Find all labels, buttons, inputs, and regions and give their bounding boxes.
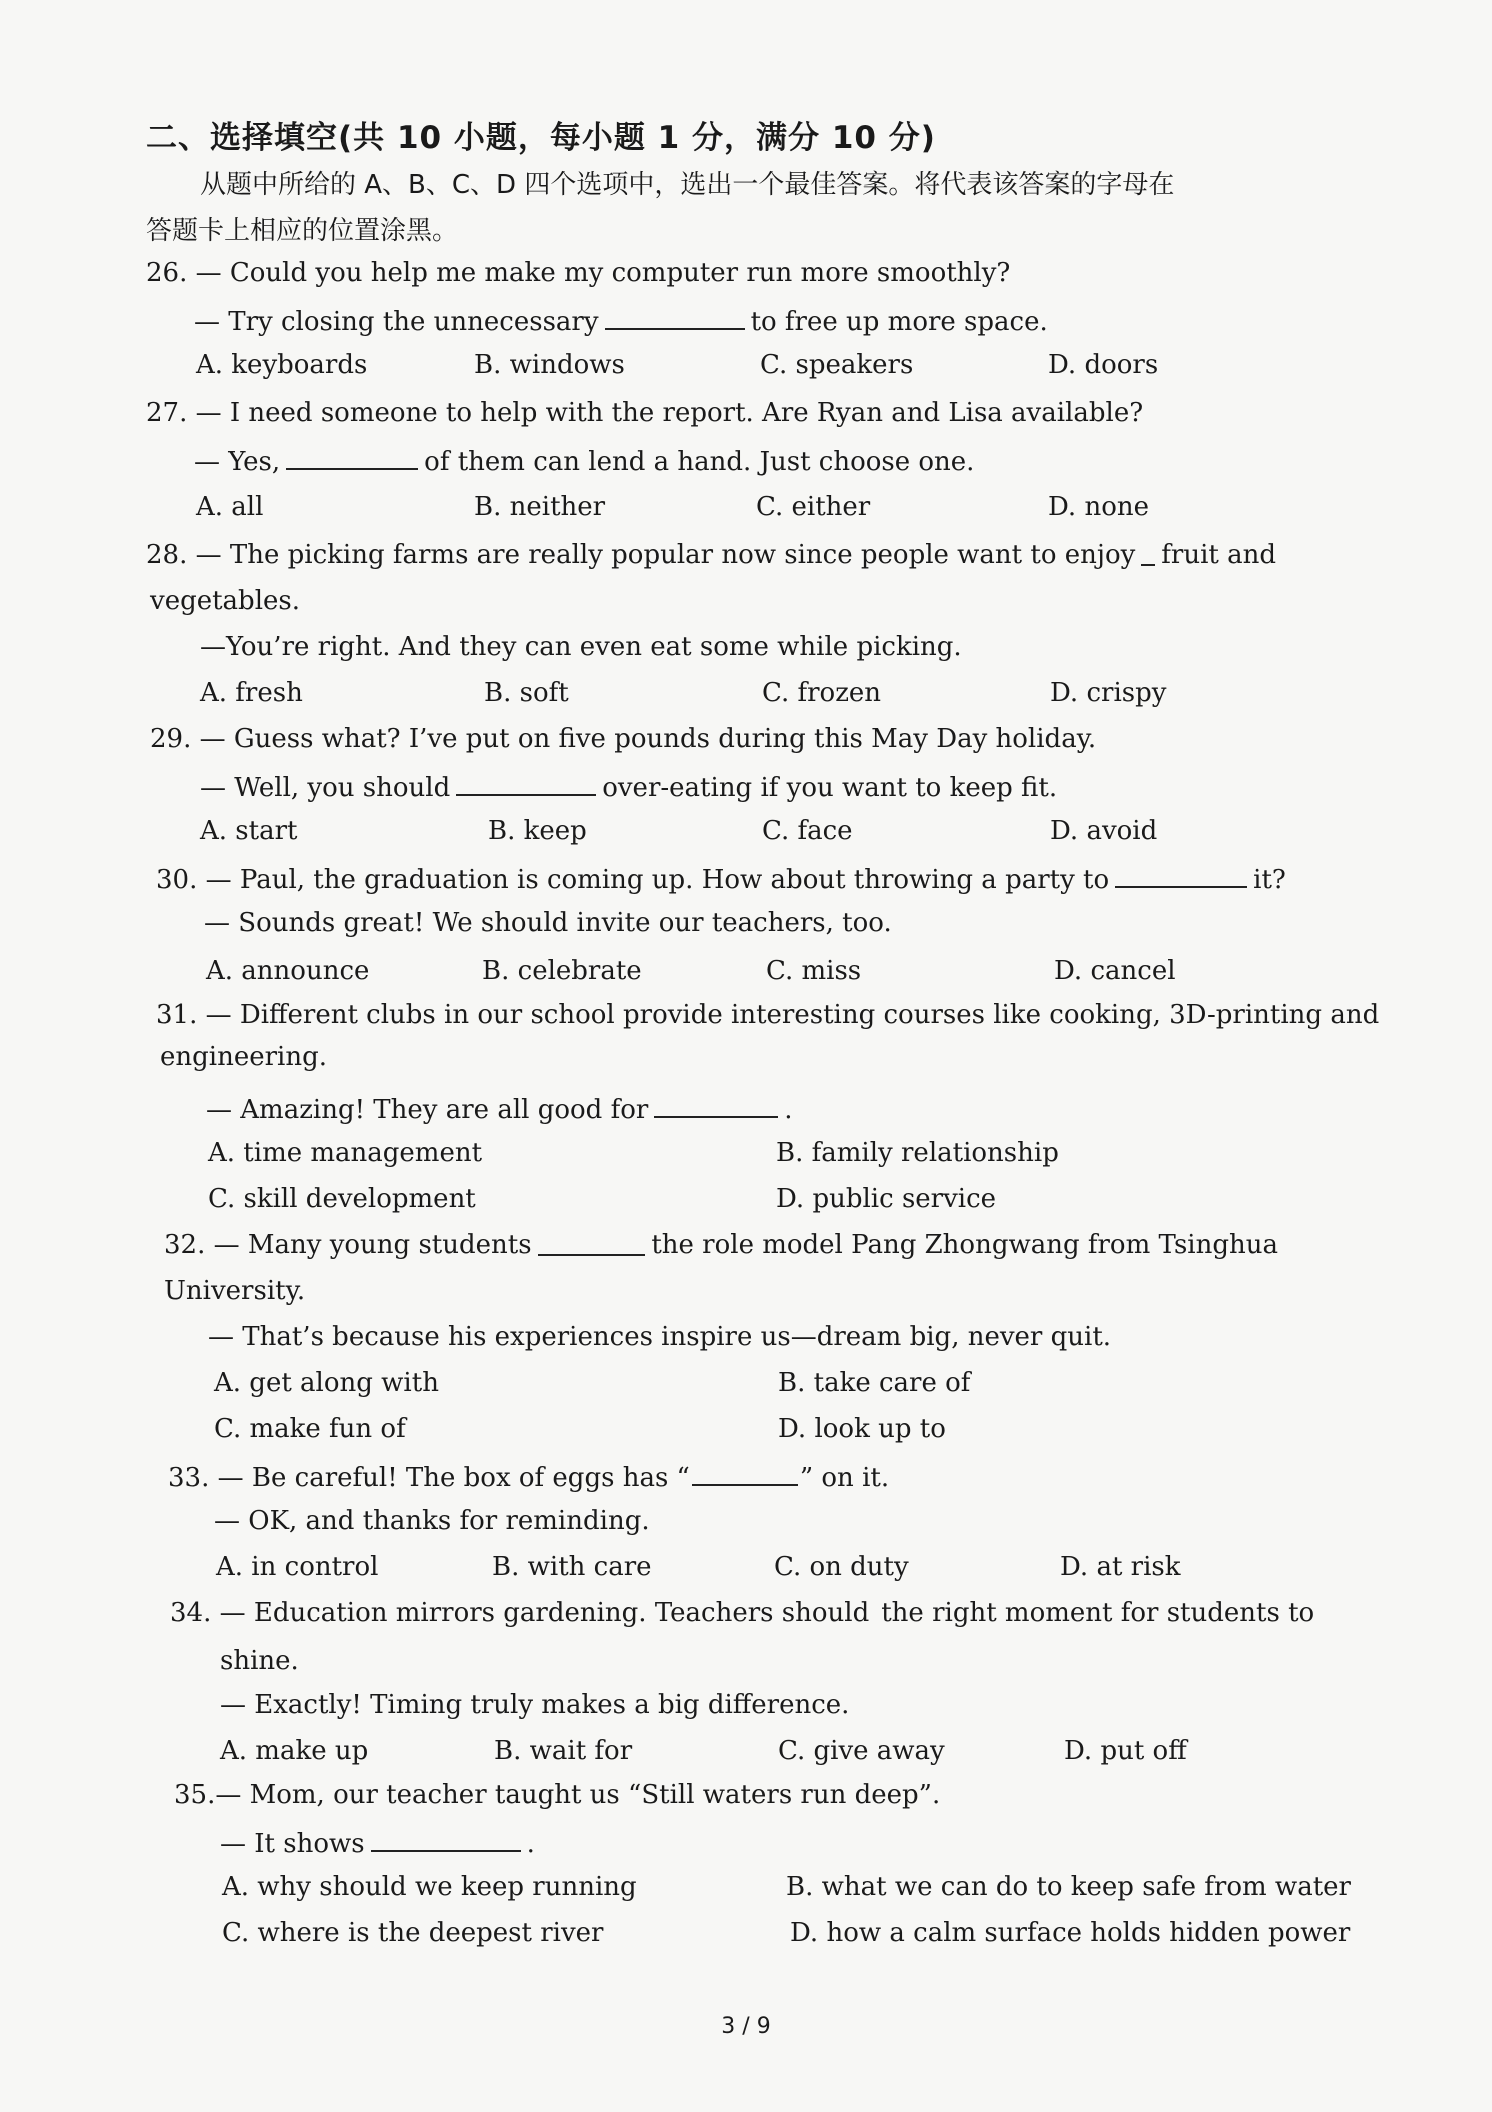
option-b: B. keep: [488, 816, 587, 846]
answer-line: — OK, and thanks for reminding.: [214, 1506, 650, 1536]
option-a: A. keyboards: [196, 350, 368, 380]
question-stem: 31. — Different clubs in our school provide interesting courses like cooking, 3D-printing and: [156, 1000, 1380, 1030]
option-c: C. where is the deepest river: [222, 1918, 604, 1948]
answer-line: [220, 1826, 535, 1859]
option-d: D. doors: [1048, 350, 1159, 380]
answer-blank: [692, 1460, 798, 1486]
answer-text: — Amazing! They are all good for: [206, 1095, 649, 1125]
answer-line: —You’re right. And they can even eat some while picking.: [200, 632, 962, 662]
answer-text: .: [526, 1829, 535, 1859]
answer-blank: [371, 1826, 521, 1852]
answer-text: — Try closing the unnecessary: [194, 307, 599, 337]
instruction-line-2: 答题卡上相应的位置涂黑。: [146, 216, 459, 246]
option-a: A. get along with: [214, 1368, 439, 1398]
question-stem: 35.— Mom, our teacher taught us “Still waters run deep”.: [174, 1780, 941, 1810]
stem-continuation: engineering.: [160, 1042, 328, 1072]
stem-text: 28. — The picking farms are really popular now since people want to enjoy: [146, 540, 1136, 570]
stem-text: 30. — Paul, the graduation is coming up. How about throwing a party to: [156, 865, 1110, 895]
question-stem: 26. — Could you help me make my computer run more smoothly?: [146, 258, 1011, 288]
option-c: C. make fun of: [214, 1414, 406, 1444]
answer-blank: [654, 1092, 778, 1118]
answer-text: of them can lend a hand. Just choose one.: [424, 447, 975, 477]
answer-line: [194, 304, 1048, 337]
option-c: C. miss: [766, 956, 862, 986]
answer-blank: [538, 1230, 646, 1256]
option-b: B. take care of: [778, 1368, 971, 1398]
option-b: B. what we can do to keep safe from water: [786, 1872, 1351, 1902]
option-c: C. face: [762, 816, 853, 846]
option-a: A. start: [200, 816, 298, 846]
answer-line: [194, 444, 974, 477]
option-d: D. how a calm surface holds hidden power: [790, 1918, 1351, 1948]
option-d: D. look up to: [778, 1414, 946, 1444]
answer-line: [200, 770, 1057, 803]
stem-text: it?: [1253, 865, 1286, 895]
answer-line: [206, 1092, 793, 1125]
option-d: D. at risk: [1060, 1552, 1181, 1582]
option-b: B. celebrate: [482, 956, 642, 986]
stem-text: 32. — Many young students: [164, 1230, 532, 1260]
option-d: D. avoid: [1050, 816, 1158, 846]
option-a: A. announce: [206, 956, 370, 986]
answer-blank: [605, 304, 745, 330]
option-d: D. public service: [776, 1184, 997, 1214]
answer-line: — Sounds great! We should invite our teachers, too.: [204, 908, 892, 938]
answer-text: over-eating if you want to keep fit.: [602, 773, 1058, 803]
option-a: A. time management: [208, 1138, 483, 1168]
option-a: A. in control: [216, 1552, 379, 1582]
stem-text: fruit and: [1161, 540, 1276, 570]
option-b: B. soft: [484, 678, 569, 708]
answer-blank: [456, 770, 596, 796]
stem-text: the right moment for students to: [881, 1598, 1315, 1628]
option-c: C. either: [756, 492, 871, 522]
answer-line: — Exactly! Timing truly makes a big difference.: [220, 1690, 850, 1720]
answer-blank: [286, 444, 418, 470]
answer-text: to free up more space.: [750, 307, 1048, 337]
option-d: D. cancel: [1054, 956, 1176, 986]
option-c: C. frozen: [762, 678, 882, 708]
stem-text: the role model Pang Zhongwang from Tsinghua: [651, 1230, 1278, 1260]
stem-text: ” on it.: [799, 1463, 890, 1493]
option-c: C. skill development: [208, 1184, 476, 1214]
stem-continuation: shine.: [220, 1646, 299, 1676]
answer-blank: [1141, 540, 1155, 566]
answer-text: — Yes,: [194, 447, 281, 477]
option-a: A. all: [196, 492, 264, 522]
stem-continuation: University.: [164, 1276, 306, 1306]
option-b: B. neither: [474, 492, 606, 522]
option-a: A. why should we keep running: [222, 1872, 637, 1902]
option-d: D. none: [1048, 492, 1149, 522]
section-title: 二、选择填空(共 10 小题，每小题 1 分，满分 10 分): [146, 120, 936, 156]
instruction-line-1: 从题中所给的 A、B、C、D 四个选项中，选出一个最佳答案。将代表该答案的字母在: [200, 170, 1175, 200]
question-stem: [168, 1460, 889, 1493]
answer-blank: [1115, 862, 1247, 888]
option-b: B. wait for: [494, 1736, 633, 1766]
question-stem: [146, 540, 1276, 570]
option-b: B. windows: [474, 350, 625, 380]
answer-text: — It shows: [220, 1829, 365, 1859]
option-b: B. with care: [492, 1552, 652, 1582]
section-instruction: [146, 162, 1286, 254]
option-a: A. make up: [220, 1736, 369, 1766]
option-c: C. on duty: [774, 1552, 909, 1582]
question-stem: 27. — I need someone to help with the report. Are Ryan and Lisa available?: [146, 398, 1144, 428]
option-d: D. put off: [1064, 1736, 1187, 1766]
option-c: C. speakers: [760, 350, 914, 380]
option-c: C. give away: [778, 1736, 945, 1766]
stem-text: 34. — Education mirrors gardening. Teachers should: [170, 1598, 870, 1628]
question-stem: [164, 1230, 1278, 1260]
question-stem: [170, 1598, 1315, 1628]
option-a: A. fresh: [200, 678, 303, 708]
stem-continuation: vegetables.: [150, 586, 301, 616]
option-b: B. family relationship: [776, 1138, 1059, 1168]
page-number: 3 / 9: [721, 2014, 771, 2039]
answer-text: .: [784, 1095, 793, 1125]
option-d: D. crispy: [1050, 678, 1167, 708]
stem-text: 33. — Be careful! The box of eggs has “: [168, 1463, 690, 1493]
question-stem: [156, 862, 1286, 895]
answer-text: — Well, you should: [200, 773, 451, 803]
answer-line: — That’s because his experiences inspire us—dream big, never quit.: [208, 1322, 1112, 1352]
question-stem: 29. — Guess what? I’ve put on five pounds during this May Day holiday.: [150, 724, 1097, 754]
